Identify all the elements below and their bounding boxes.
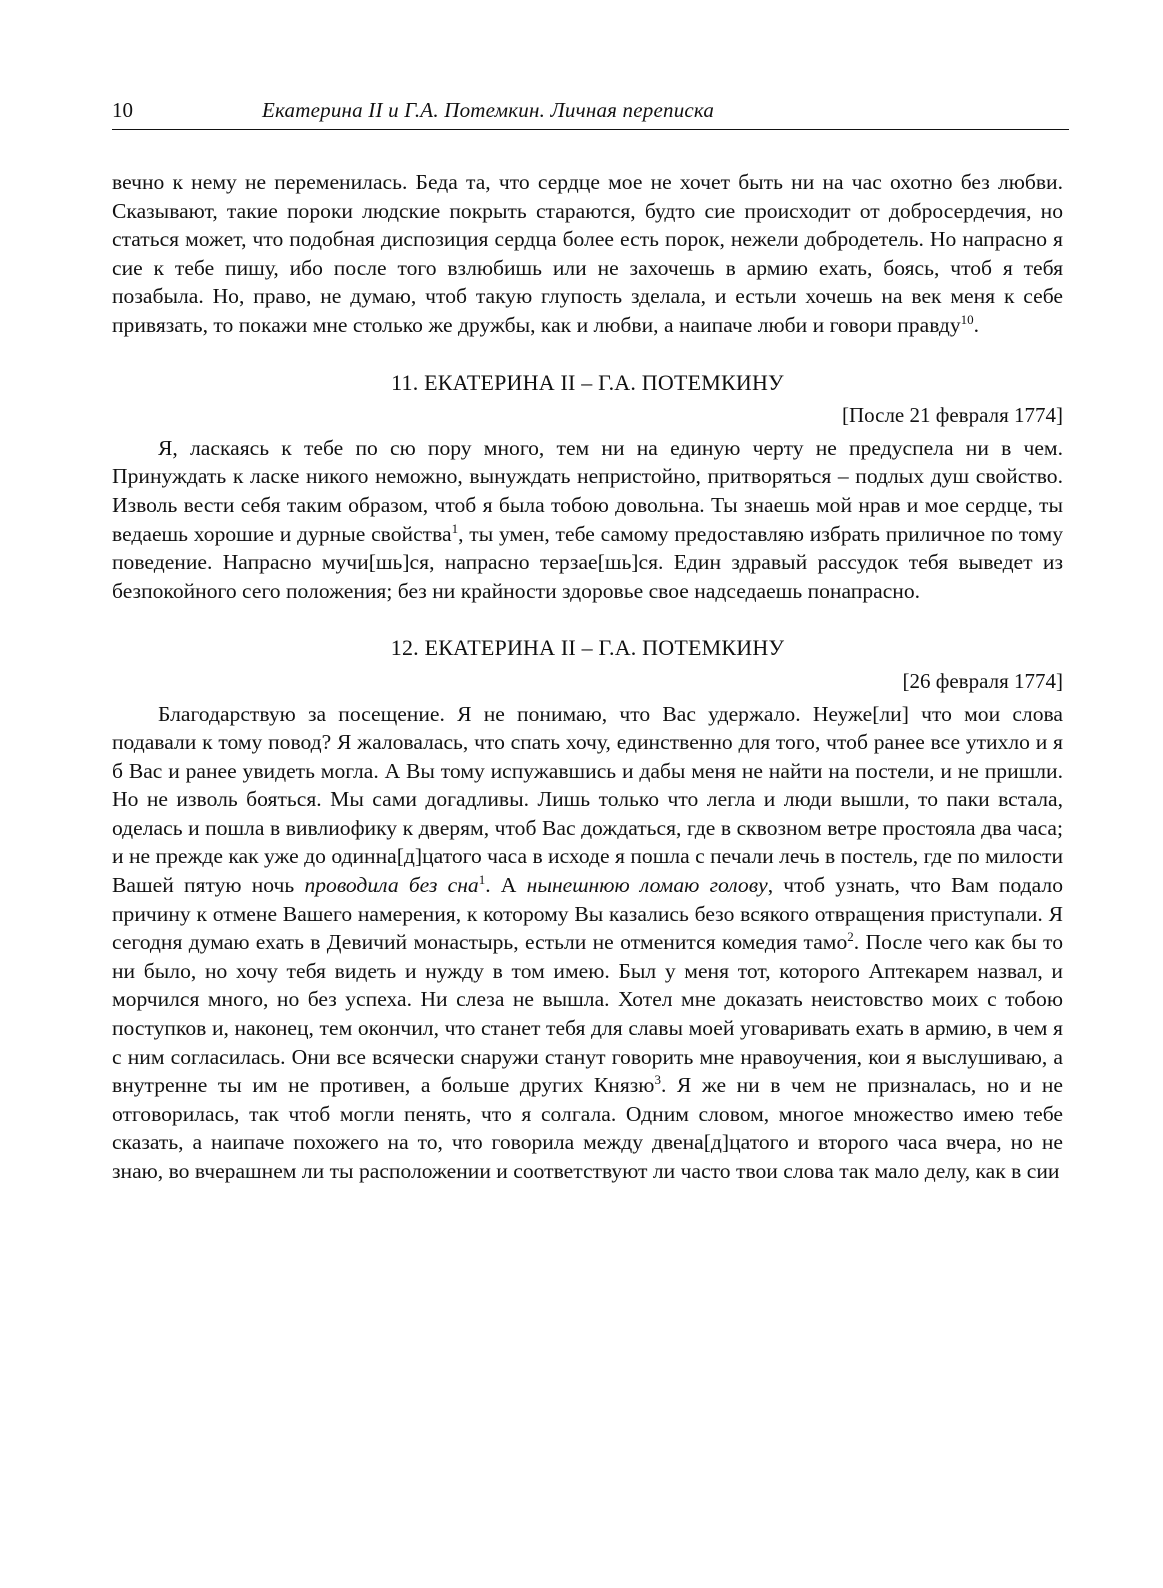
letter-12-date: [26 февраля 1774] — [902, 668, 1063, 693]
letter-11-text-a: Я, ласкаясь к тебе по сю пору много, тем ни на единую черту не предуспела ни в чем. Принуждать к ласке никого неможно, вынуждать непристойно, притворяться – подлых душ свойство. Изволь вести себя таким образом, чтоб я была тобою довольна. Ты знаешь мой нрав и мое сердце, ты ведаешь хорошие и дурные свойства — [112, 435, 1063, 546]
letter-11-text-b: , ты умен, тебе самому предоставляю избрать приличное по тому поведение. Напрасно мучи[шь]ся, напрасно терзае[шь]ся. Един здравый рассудок тебя выведет из безпокойного сего положения; без ни крайности здоровье свое надседаешь понапрасно. — [112, 521, 1064, 603]
continuation-paragraph — [112, 168, 1063, 340]
footnote-ref: 2 — [847, 929, 854, 945]
letter-12-text-d: . После чего как бы то ни было, но хочу тебя видеть и нужду в том имею. Был у меня тот, которого Аптекарем назвал, и морчился много, но без успеха. Ни слеза не вышла. Хотел мне доказать неистовство моих с тобою поступков и, наконец, тем окончил, что станет тебя для славы моей уговаривать ехать в армию, в чем я с ним согласилась. Они все всячески снаружи станут говорить мне нравоучения, кои я выслушиваю, а внутренне ты им не противен, а больше других Князю — [112, 930, 1063, 1098]
letter-12-italic-a: проводила без сна — [304, 873, 479, 898]
page-number: 10 — [112, 98, 133, 122]
letter-11-paragraph — [112, 434, 1063, 606]
running-header — [112, 98, 1069, 130]
continuation-end: . — [973, 312, 980, 337]
letter-12-text-e: . Я же ни в чем не призналась, но и не отговорилась, так чтоб могли пенять, что я солгала. Одним словом, многое множество имею тебе сказать, а наипаче похожего на то, что говорила между двена[д]цатого и второго часа вчера, но не знаю, во вчерашнем ли ты расположении и соответствуют ли часто твои слова так мало делу, как в сии — [112, 1073, 1064, 1183]
footnote-ref: 1 — [451, 520, 459, 536]
letter-12-title: 12. ЕКАТЕРИНА II – Г.А. ПОТЕМКИНУ — [390, 635, 785, 661]
letter-12-text-a: Благодарствую за посещение. Я не понимаю, что Вас удержало. Неуже[ли] что мои слова подавали к тому повод? Я жаловалась, что спать хочу, единственно для того, чтоб ранее все утихло и я б Вас и ранее увидеть могла. А Вы тому испужавшись и дабы меня не найти на постели, и не пришли. Но не изволь бояться. Мы сами догадливы. Лишь только что легла и люди вышли, то паки встала, оделась и пошла в вивлиофику к дверям, чтоб Вас дождаться, где в сквозном ветре простояла два часа; и не прежде как уже до одинна[д]цатого часа в исходе я пошла с печали лечь в постель, где по милости Вашей пятую ночь — [112, 701, 1063, 898]
page-body — [112, 168, 1063, 1186]
letter-11-title: 11. ЕКАТЕРИНА II – Г.А. ПОТЕМКИНУ — [391, 369, 784, 395]
letter-12-paragraph — [112, 700, 1063, 1186]
running-title: Екатерина II и Г.А. Потемкин. Личная переписка — [262, 98, 715, 122]
letter-12-text-b: . А — [485, 873, 527, 898]
continuation-text: вечно к нему не переменилась. Беда та, что сердце мое не хочет быть ни на час охотно без любви. Сказывают, такие пороки людские покрыть стараются, будто сие происходит от добросердечия, но статься может, что подобная диспозиция сердца более есть порок, нежели добродетель. Но напрасно я сие к тебе пишу, ибо после того взлюбишь или не захочешь в армию ехать, боясь, чтоб я тебя позабыла. Но, право, не думаю, чтоб такую глупость зделала, и естьли хочешь на век меня к себе привязать, то покажи мне столько же дружбы, как и любви, а наипаче люби и говори правду — [112, 170, 1063, 337]
letter-12-text-c: , чтоб узнать, что Вам подало причину к отмене Вашего намерения, к которому Вы казались безо всякого отвращения приступали. Я сегодня думаю ехать в Девичий монастырь, естьли не отменится комедия тамо — [112, 873, 1063, 955]
letter-11-date: [После 21 февраля 1774] — [841, 403, 1063, 428]
footnote-ref: 10 — [960, 311, 974, 327]
footnote-ref: 1 — [478, 871, 486, 887]
footnote-ref: 3 — [654, 1072, 661, 1088]
letter-12-italic-b: нынешнюю ломаю голову — [526, 873, 768, 898]
